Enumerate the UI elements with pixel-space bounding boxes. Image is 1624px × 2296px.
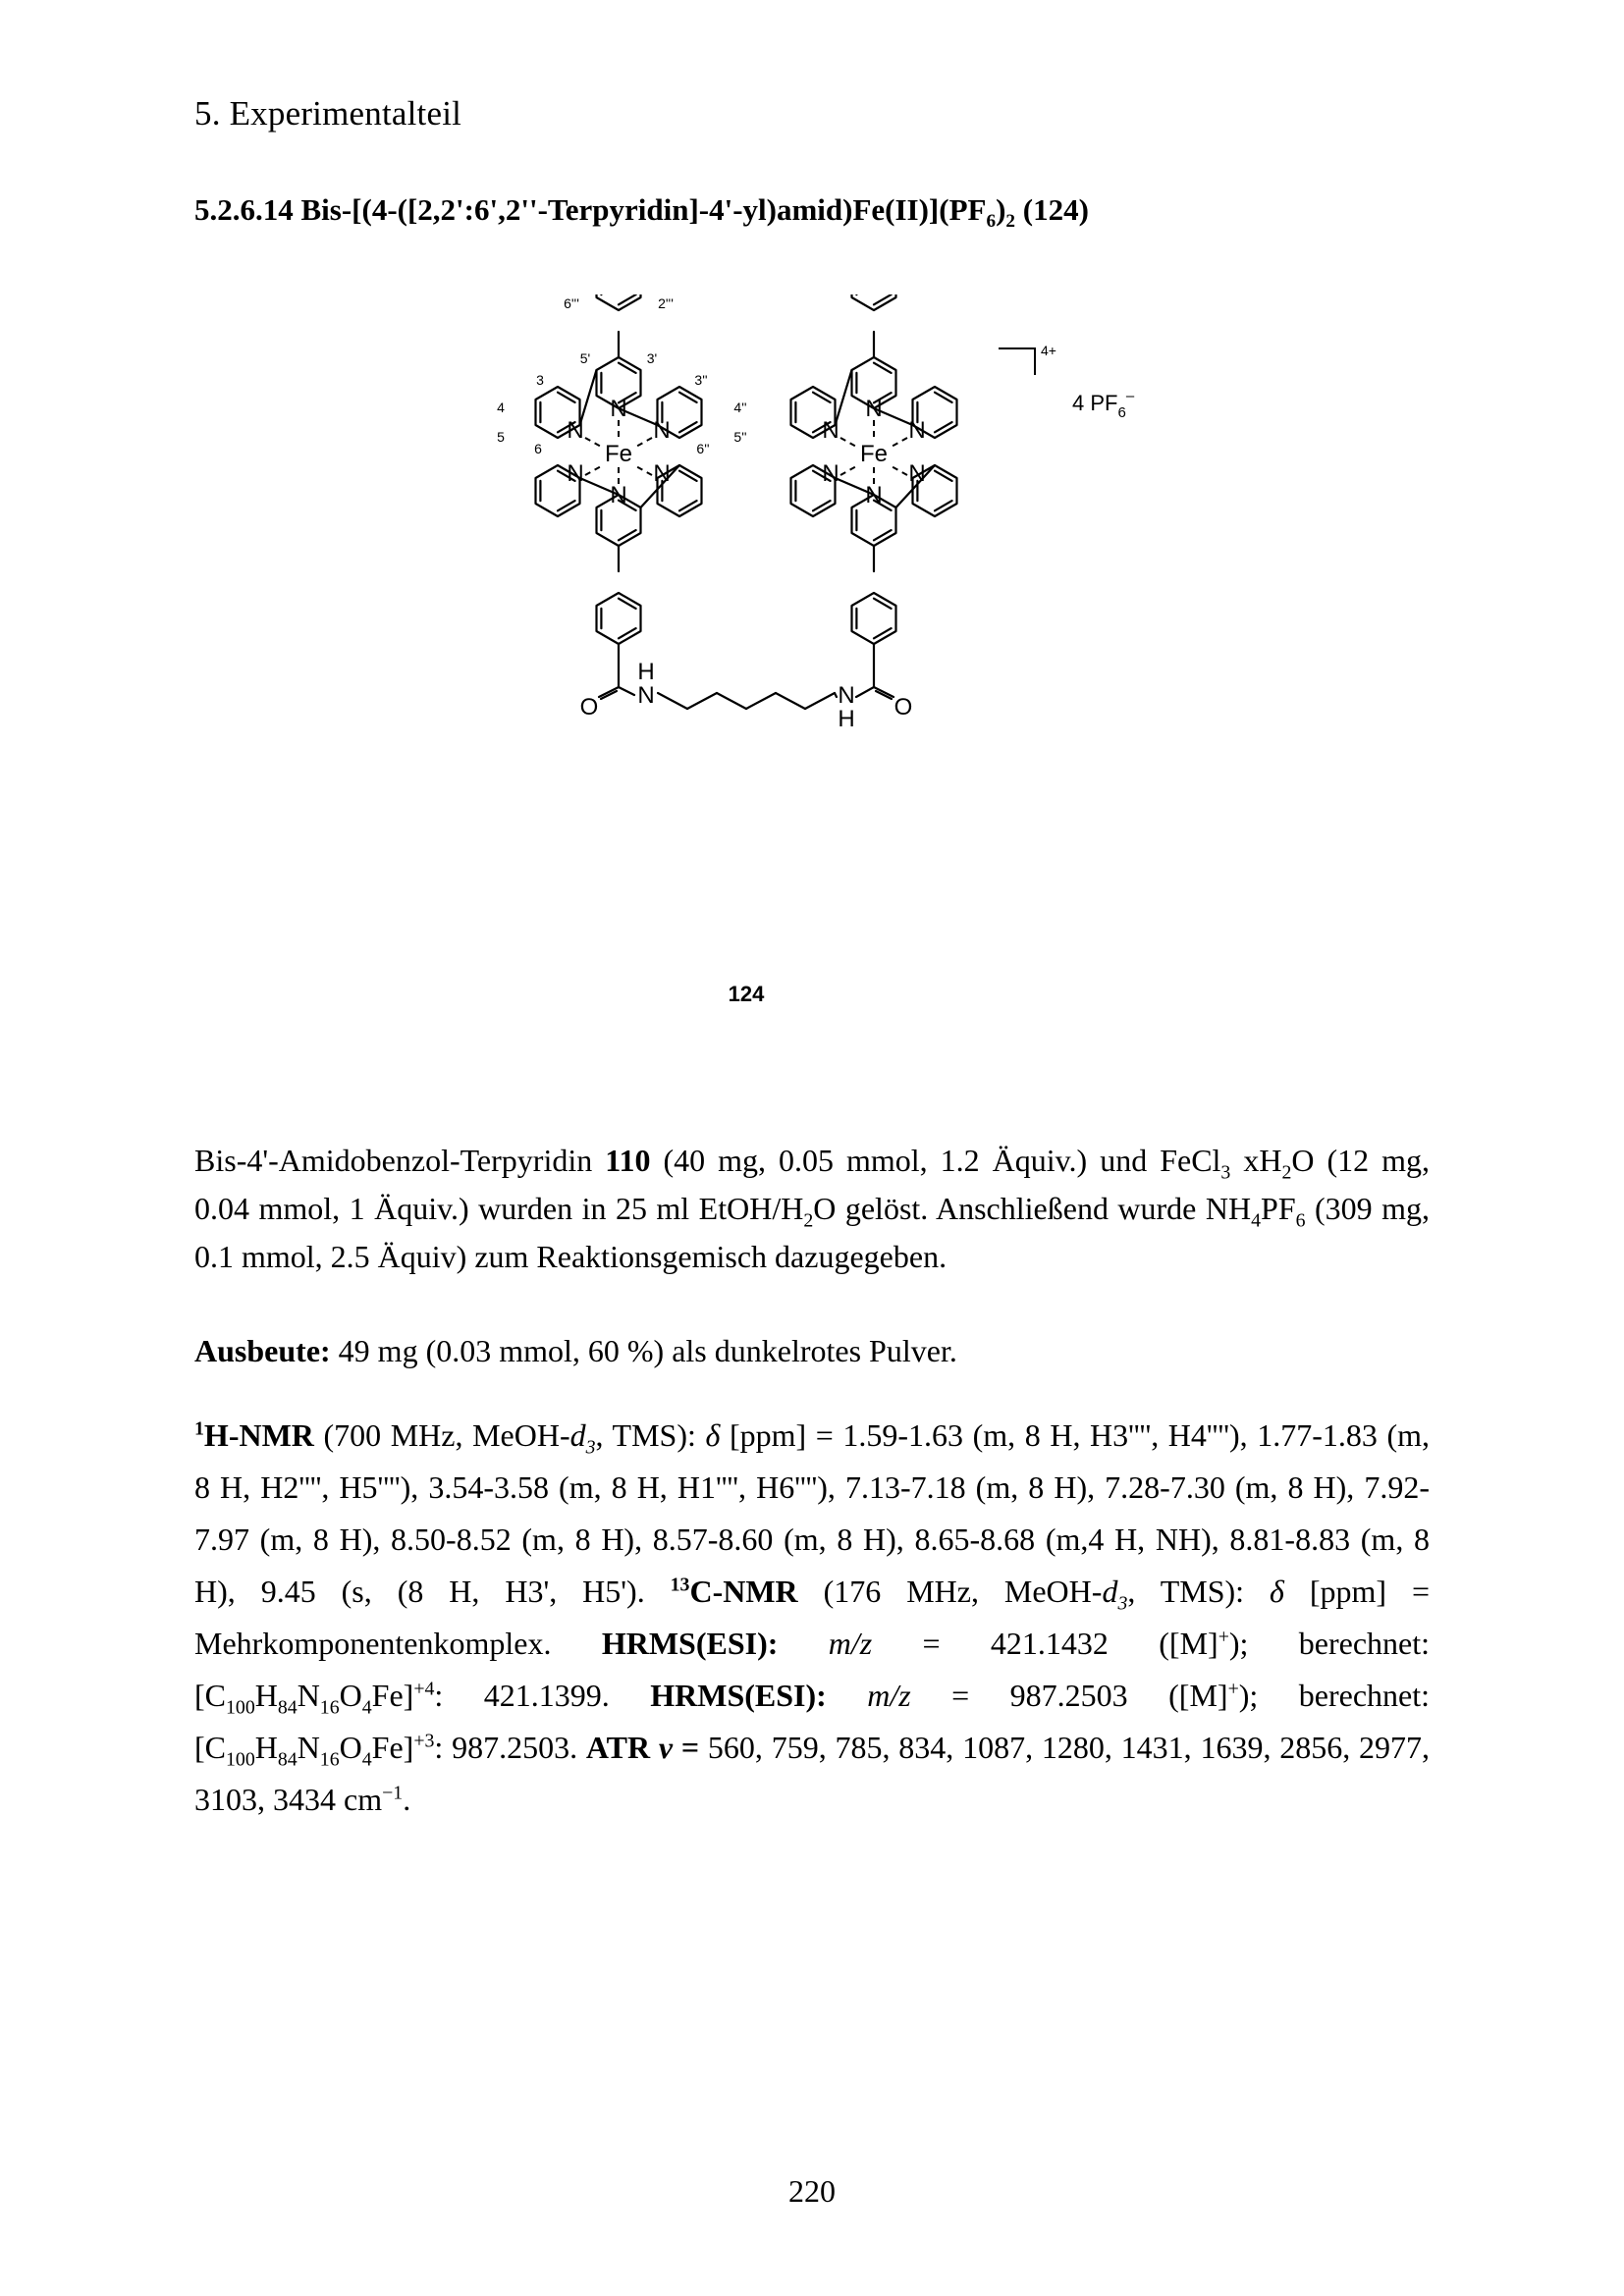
phenyl-position-label: 2''' [658, 295, 674, 311]
bond [619, 687, 634, 695]
yield-value: 49 mg (0.03 mmol, 60 %) als dunkelrotes Pulver. [330, 1333, 957, 1368]
hrms-label: HRMS(ESI): [601, 1626, 779, 1661]
analysis-text: , TMS): [595, 1417, 706, 1453]
mz-symbol: m/z [867, 1678, 911, 1713]
superscript: 13 [670, 1574, 690, 1596]
molecule-drawing [0, 294, 1624, 1041]
nitrogen-atom: N [653, 417, 671, 444]
subscript: 4 [361, 1748, 372, 1771]
delta-symbol: δ [1270, 1574, 1284, 1609]
charge-label: 4+ [1041, 343, 1056, 358]
superscript: 1 [194, 1417, 204, 1440]
nitrogen-atom: N [653, 460, 671, 487]
terpyridine-position-label: 3'' [694, 372, 708, 388]
double-bond [619, 294, 636, 304]
hnmr-data: [ppm] = 1.59-1.63 (m, 8 H, H3'''', H4''''), 1.77-1.83 (m, 8 H, H2'''', H5''''), 3.54-3.58 (m, 8 H, H1'''', H6''''), 7.13-7.18 (m, 8 H), 7.28-7.30 (m, 8 H), 7.92-7.97 (m, 8 H), 8.50-8.52 (m, 8 H), 8.57-8.60 (m, 8 H), 8.65-8.68 (m,4 H, NH), 8.81-8.83 (m, 8 H), 9.45 (s, (8 H, H3', H5'). [194, 1417, 1431, 1609]
double-bond [619, 628, 636, 638]
chain-bond [717, 693, 746, 709]
nitrogen-atom: N [567, 417, 584, 444]
procedure-text: Bis-4'-Amidobenzol-Terpyridin [194, 1143, 606, 1178]
terpyridine-position-label: 6'' [696, 441, 710, 456]
atr-label: ATR [585, 1730, 659, 1765]
double-bond [619, 530, 636, 540]
double-bond [558, 393, 575, 402]
double-bond [935, 501, 952, 510]
double-bond [679, 471, 697, 481]
counterion-label [1072, 388, 1135, 421]
atr-data: 560, 759, 785, 834, 1087, 1280, 1431, 1639, 2856, 2977, 3103, 3434 cm [194, 1730, 1431, 1817]
coordination-bond [890, 438, 907, 448]
counterion-subscript: 6 [1117, 404, 1126, 421]
analysis-text: . [403, 1782, 411, 1817]
subscript: 84 [277, 1696, 298, 1719]
page-number: 220 [788, 2173, 836, 2209]
subscript: 3 [1220, 1161, 1231, 1184]
nitrogen-atom: N [865, 482, 883, 508]
chain-bond [687, 693, 717, 709]
nitrogen-atom: N [610, 482, 627, 508]
superscript: + [1218, 1626, 1229, 1648]
procedure-text: (309 mg, 0.1 mmol, 2.5 Äquiv) zum Reaktionsgemisch dazugegeben. [194, 1191, 1431, 1274]
phenyl-position-label: 6''' [564, 295, 579, 311]
oxygen-atom: O [893, 694, 913, 721]
analysis-text: : 987.2503. [434, 1730, 586, 1765]
nitrogen-atom: N [822, 417, 839, 444]
chain-bond [776, 693, 805, 709]
mz-symbol: m/z [828, 1626, 873, 1661]
nitrogen-atom: N [567, 460, 584, 487]
procedure-text: (40 mg, 0.05 mmol, 1.2 Äquiv.) und FeCl [650, 1143, 1221, 1178]
terpyridine-position-label: 5' [579, 350, 591, 366]
subscript: 6 [1295, 1209, 1306, 1232]
analysis-text: Fe] [371, 1730, 414, 1765]
nitrogen-atom: N [637, 682, 655, 709]
iron-atom: Fe [859, 441, 889, 467]
section-title-part: (124) [1015, 192, 1089, 227]
running-head: 5. Experimentalteil [194, 94, 462, 133]
double-bond [874, 363, 892, 373]
analysis-paragraph [194, 1410, 1430, 1826]
double-bond [813, 501, 831, 510]
subscript: 16 [319, 1696, 340, 1719]
terpyridine-position-label: 6 [534, 441, 542, 456]
ring [852, 593, 896, 644]
double-bond [874, 628, 892, 638]
cnmr-data: [ppm] = Mehrkomponentenkomplex. [194, 1574, 1431, 1661]
terpyridine-position-label: 4'' [733, 400, 747, 415]
double-bond [935, 393, 952, 402]
terpyridine-position-label: 3' [646, 350, 658, 366]
compound-number: 124 [728, 982, 765, 1006]
analysis-text: O [339, 1678, 362, 1713]
section-title-part: ) [996, 192, 1006, 227]
analysis-text: H [254, 1730, 278, 1765]
chain-bond [805, 693, 835, 709]
procedure-paragraph [194, 1137, 1430, 1281]
coordination-bond [634, 465, 652, 475]
nitrogen-atom: N [610, 396, 627, 422]
double-bond [679, 422, 697, 432]
compound-ref: 110 [605, 1143, 651, 1178]
analysis-text: N [297, 1730, 320, 1765]
analysis-text: ); berechnet: [C [194, 1626, 1431, 1713]
hrms-label: HRMS(ESI): [650, 1678, 827, 1713]
section-title-sub: 6 [986, 211, 997, 233]
oxygen-atom: O [579, 694, 599, 721]
counterion-superscript: – [1125, 388, 1135, 404]
double-bond [679, 393, 697, 402]
analysis-text: ); berechnet: [C [194, 1678, 1431, 1765]
analysis-text: d [569, 1417, 586, 1453]
subscript: 3 [585, 1436, 596, 1459]
procedure-text: xH [1230, 1143, 1282, 1178]
superscript: +4 [413, 1678, 435, 1700]
superscript: +3 [413, 1730, 435, 1752]
counterion-text: 4 PF [1072, 391, 1118, 415]
double-bond [935, 422, 952, 432]
terpyridine-position-label: 3 [536, 372, 544, 388]
subscript: 100 [226, 1696, 255, 1719]
subscript: 4 [1251, 1209, 1262, 1232]
analysis-text: Fe] [371, 1678, 414, 1713]
double-bond [935, 471, 952, 481]
ring [597, 593, 641, 644]
subscript: 100 [226, 1748, 255, 1771]
nitrogen-atom: N [908, 417, 926, 444]
double-bond [558, 501, 575, 510]
coordination-bond [890, 465, 907, 475]
analysis-text: (700 MHz, MeOH- [313, 1417, 570, 1453]
coordination-bond [585, 438, 603, 448]
subscript: 84 [277, 1748, 298, 1771]
chain-bond [746, 693, 776, 709]
terpyridine-position-label: 5 [497, 429, 505, 445]
analysis-text: , TMS): [1127, 1574, 1271, 1609]
analysis-text: H [254, 1678, 278, 1713]
double-bond [679, 501, 697, 510]
section-title-part: Bis-[(4-([2,2':6',2''-Terpyridin]-4'-yl)amid)Fe(II)](PF [300, 192, 987, 227]
atr-equals: = [673, 1730, 700, 1765]
terpyridine-position-label: 5'' [733, 429, 747, 445]
yield-paragraph [194, 1327, 1430, 1375]
double-bond [874, 530, 892, 540]
nitrogen-atom: N [908, 460, 926, 487]
nitrogen-atom: N [838, 682, 855, 709]
nu-symbol: ν [658, 1730, 674, 1765]
chain-bond [658, 693, 687, 709]
terpyridine-position-label: 4 [497, 400, 505, 415]
iron-atom: Fe [604, 441, 633, 467]
analysis-text: d [1102, 1574, 1118, 1609]
hydrogen-atom: H [838, 706, 855, 732]
superscript: −1 [382, 1782, 404, 1804]
hnmr-label: H-NMR [203, 1417, 314, 1453]
coordination-bond [634, 438, 652, 448]
double-bond [813, 393, 831, 402]
yield-label: Ausbeute: [194, 1333, 331, 1368]
subscript: 4 [361, 1696, 372, 1719]
section-title-sub: 2 [1005, 211, 1016, 233]
double-bond [874, 294, 892, 304]
cnmr-label: C-NMR [689, 1574, 798, 1609]
coordination-bond [840, 465, 858, 475]
subscript: 3 [1117, 1592, 1128, 1615]
bond [835, 693, 837, 697]
nitrogen-atom: N [822, 460, 839, 487]
superscript: + [1227, 1678, 1239, 1700]
coordination-bond [840, 438, 858, 448]
hydrogen-atom: H [637, 659, 655, 685]
subscript: 2 [803, 1209, 814, 1232]
subscript: 16 [319, 1748, 340, 1771]
section-number: 5.2.6.14 [194, 192, 294, 227]
procedure-text: PF [1261, 1191, 1296, 1226]
bond-lines [536, 294, 957, 709]
section-heading [194, 192, 1089, 233]
procedure-text: O gelöst. Anschließend wurde NH [813, 1191, 1252, 1226]
charge-bracket [999, 348, 1035, 375]
analysis-text: = 987.2503 ([M] [910, 1678, 1228, 1713]
double-bond [619, 599, 636, 609]
analysis-text: N [297, 1678, 320, 1713]
delta-symbol: δ [705, 1417, 721, 1453]
double-bond [874, 599, 892, 609]
analysis-text: O [339, 1730, 362, 1765]
analysis-text: = 421.1432 ([M] [872, 1626, 1218, 1661]
analysis-text: : 421.1399. [434, 1678, 651, 1713]
analysis-text: (176 MHz, MeOH- [797, 1574, 1103, 1609]
structure-scheme [0, 294, 1624, 1041]
subscript: 2 [1281, 1161, 1292, 1184]
coordination-bond [585, 465, 603, 475]
atom-labels [567, 294, 925, 732]
nitrogen-atom: N [865, 396, 883, 422]
procedure-text: O (12 mg, 0.04 mmol, 1 Äquiv.) wurden in 25 ml EtOH/H [194, 1143, 1431, 1226]
double-bond [619, 363, 636, 373]
bond [856, 687, 874, 697]
